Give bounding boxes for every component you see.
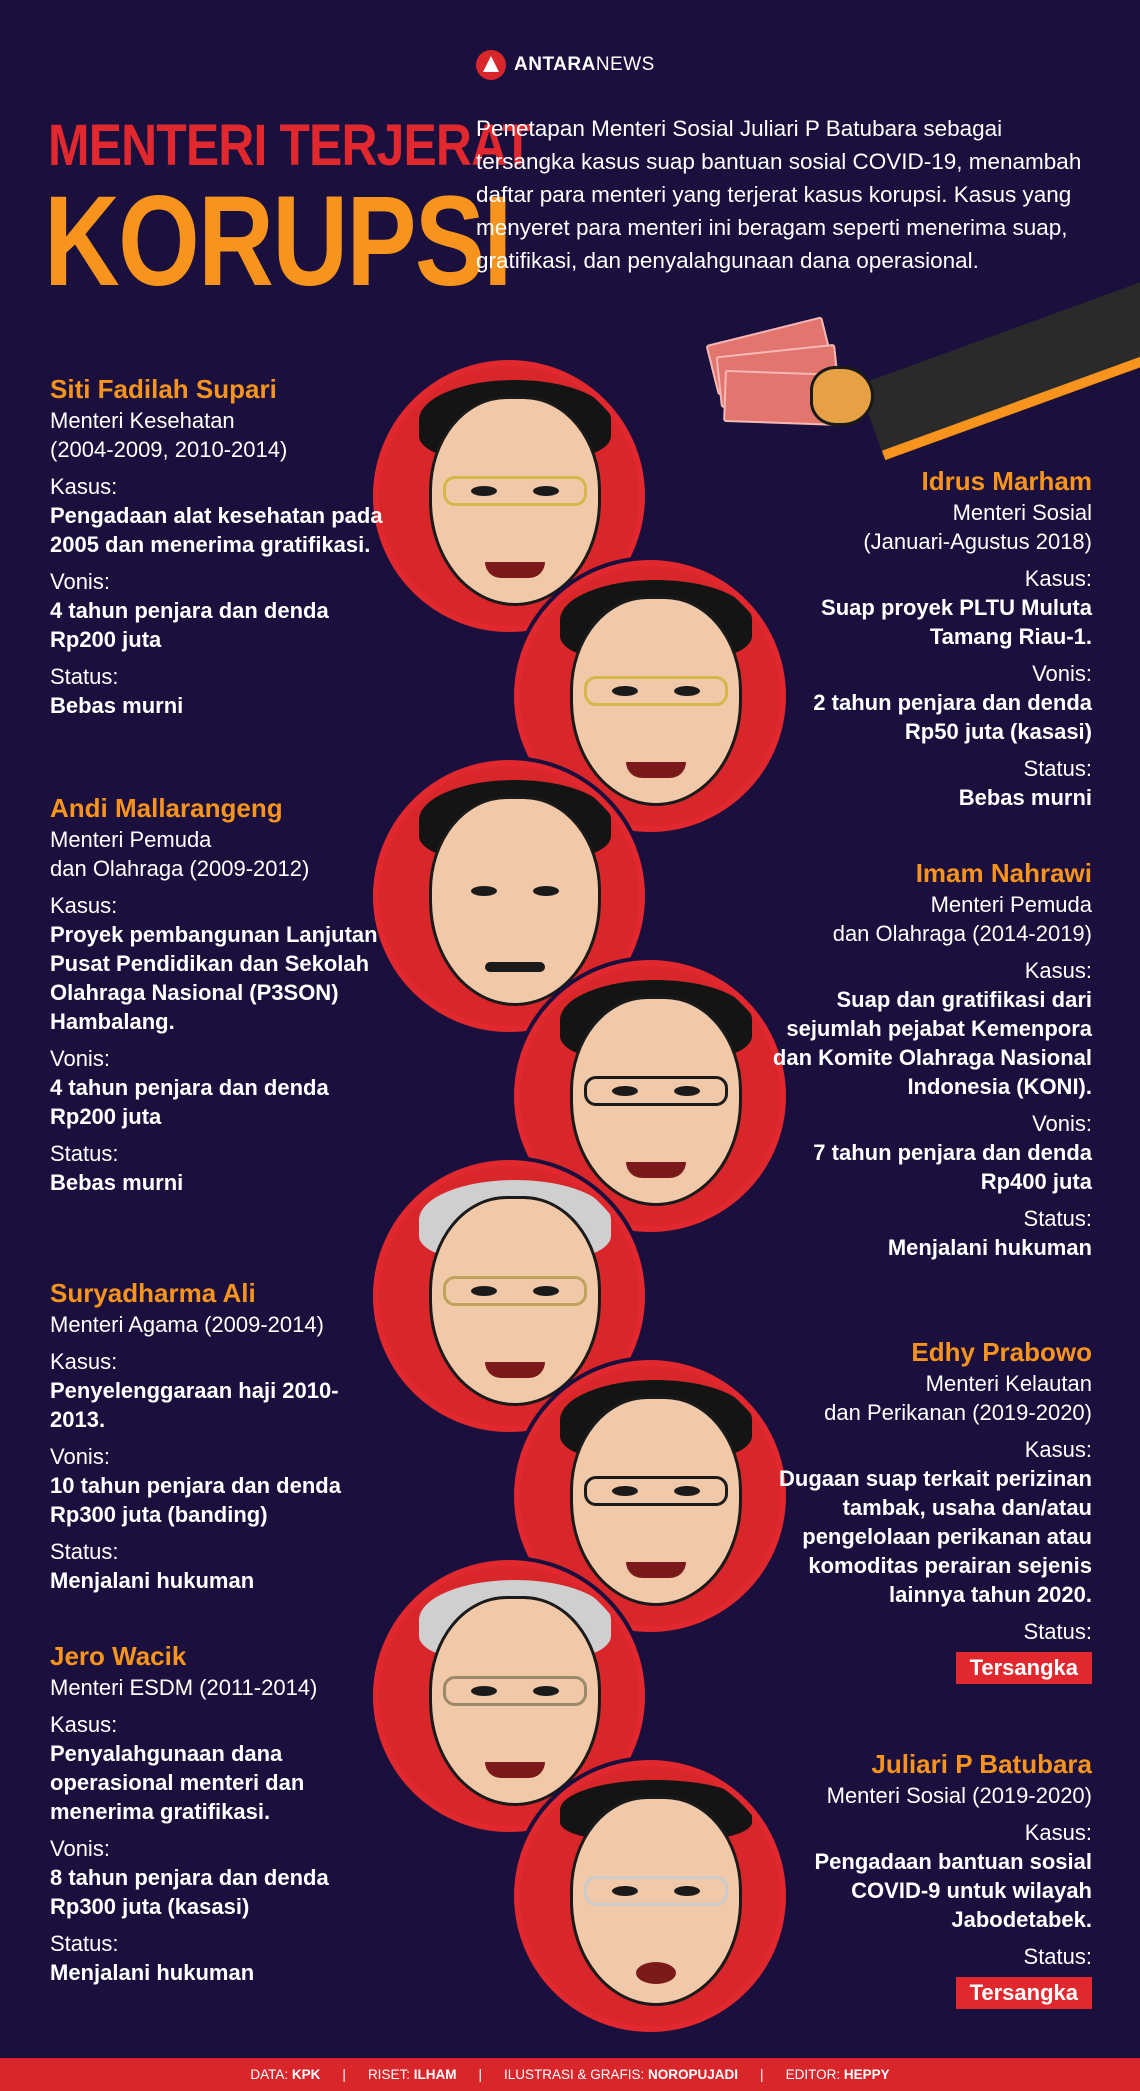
minister-name: Siti Fadilah Supari xyxy=(50,374,277,404)
vonis-label: Vonis: xyxy=(50,1444,110,1469)
kasus-value: Proyek pembangunan Lanjutan Pusat Pendidikan dan Sekolah Olahraga Nasional (P3SON) Hambalang. xyxy=(50,922,378,1034)
kasus-value: Suap proyek PLTU Muluta Tamang Riau-1. xyxy=(821,595,1092,649)
vonis-label: Vonis: xyxy=(50,569,110,594)
minister-role: Menteri Kelautan dan Perikanan (2019-2020) xyxy=(824,1371,1092,1425)
title-line2: KORUPSI xyxy=(44,170,511,313)
kasus-label: Kasus: xyxy=(1024,1820,1092,1845)
minister-name: Jero Wacik xyxy=(50,1641,187,1671)
minister-card-siti-fadilah-supari xyxy=(50,372,390,720)
credit-ilustrasi: ILUSTRASI & GRAFIS: NOROPUJADI xyxy=(503,2067,739,2082)
status-label: Status: xyxy=(50,1539,119,1564)
arm-illustration xyxy=(858,272,1140,451)
vonis-label: Vonis: xyxy=(50,1836,110,1861)
status-label: Status: xyxy=(50,1931,119,1956)
minister-name: Idrus Marham xyxy=(921,466,1092,496)
kasus-label: Kasus: xyxy=(50,474,118,499)
status-label: Status: xyxy=(50,664,119,689)
intro-text: Penetapan Menteri Sosial Juliari P Batubara sebagai tersangka kasus suap bantuan sosial COVID-19, menambah daftar para menteri yang terjerat kasus korupsi. Kasus yang menyeret para menteri ini beragam seperti menerima suap, gratifikasi, dan penyalahgunaan dana operasional. xyxy=(476,116,1082,273)
status-label: Status: xyxy=(50,1141,119,1166)
status-value: Bebas murni xyxy=(50,1170,184,1195)
kasus-label: Kasus: xyxy=(50,893,118,918)
status-value: Menjalani hukuman xyxy=(887,1235,1092,1260)
status-value: Menjalani hukuman xyxy=(50,1960,255,1985)
minister-name: Suryadharma Ali xyxy=(50,1278,256,1308)
minister-role: Menteri Sosial (2019-2020) xyxy=(826,1783,1092,1808)
title-line1: MENTERI TERJERAT xyxy=(48,113,533,178)
minister-card-suryadharma-ali xyxy=(50,1276,390,1595)
credits-bar xyxy=(0,2058,1140,2091)
status-value: Menjalani hukuman xyxy=(50,1568,255,1593)
minister-name: Andi Mallarangeng xyxy=(50,793,283,823)
vonis-value: 4 tahun penjara dan denda Rp200 juta xyxy=(50,598,329,652)
minister-card-idrus-marham xyxy=(762,464,1092,812)
kasus-value: Dugaan suap terkait perizinan tambak, usaha dan/atau pengelolaan perikanan atau komoditas perairan sejenis lainnya tahun 2020. xyxy=(779,1466,1092,1607)
vonis-label: Vonis: xyxy=(1032,661,1092,686)
separator: | xyxy=(760,2067,764,2082)
vonis-value: 2 tahun penjara dan denda Rp50 juta (kasasi) xyxy=(813,690,1092,744)
kasus-label: Kasus: xyxy=(1024,958,1092,983)
kasus-value: Penyalahgunaan dana operasional menteri dan menerima gratifikasi. xyxy=(50,1741,305,1824)
kasus-value: Pengadaan bantuan sosial COVID-9 untuk wilayah Jabodetabek. xyxy=(814,1849,1092,1932)
status-value: Bebas murni xyxy=(958,785,1092,810)
credit-editor: EDITOR: HEPPY xyxy=(785,2067,890,2082)
vonis-value: 8 tahun penjara dan denda Rp300 juta (kasasi) xyxy=(50,1865,329,1919)
minister-name: Juliari P Batubara xyxy=(871,1749,1092,1779)
kasus-label: Kasus: xyxy=(1024,1437,1092,1462)
status-label: Status: xyxy=(1023,1206,1092,1231)
minister-name: Edhy Prabowo xyxy=(911,1337,1092,1367)
portrait-juliari-batubara xyxy=(514,1760,786,2032)
hand-icon xyxy=(810,366,874,426)
kasus-label: Kasus: xyxy=(1024,566,1092,591)
minister-role: Menteri Agama (2009-2014) xyxy=(50,1312,324,1337)
credit-data: DATA: KPK xyxy=(250,2067,321,2082)
money-illustration xyxy=(710,330,860,440)
brand-light: NEWS xyxy=(595,54,655,75)
minister-card-juliari-batubara xyxy=(762,1747,1092,2009)
antara-news-logo xyxy=(476,48,655,82)
minister-card-imam-nahrawi xyxy=(762,856,1092,1262)
vonis-label: Vonis: xyxy=(50,1046,110,1071)
status-value: Bebas murni xyxy=(50,693,184,718)
status-label: Status: xyxy=(1023,756,1092,781)
separator: | xyxy=(478,2067,482,2082)
kasus-value: Pengadaan alat kesehatan pada 2005 dan menerima gratifikasi. xyxy=(50,503,383,557)
status-badge: Tersangka xyxy=(956,1652,1092,1684)
brand-bold: ANTARA xyxy=(514,54,596,75)
kasus-value: Penyelenggaraan haji 2010-2013. xyxy=(50,1378,339,1432)
vonis-value: 10 tahun penjara dan denda Rp300 juta (banding) xyxy=(50,1473,341,1527)
credit-riset: RISET: ILHAM xyxy=(367,2067,457,2082)
vonis-label: Vonis: xyxy=(1032,1111,1092,1136)
kasus-value: Suap dan gratifikasi dari sejumlah pejabat Kemenpora dan Komite Olahraga Nasional Indonesia (KONI). xyxy=(772,987,1092,1099)
minister-card-jero-wacik xyxy=(50,1639,390,1987)
minister-card-edhy-prabowo xyxy=(762,1335,1092,1684)
vonis-value: 4 tahun penjara dan denda Rp200 juta xyxy=(50,1075,329,1129)
status-label: Status: xyxy=(1023,1619,1092,1644)
status-label: Status: xyxy=(1023,1944,1092,1969)
status-badge: Tersangka xyxy=(956,1977,1092,2009)
minister-role: Menteri Kesehatan (2004-2009, 2010-2014) xyxy=(50,408,288,462)
kasus-label: Kasus: xyxy=(50,1712,118,1737)
vonis-value: 7 tahun penjara dan denda Rp400 juta xyxy=(813,1140,1092,1194)
minister-role: Menteri Sosial (Januari-Agustus 2018) xyxy=(863,500,1092,554)
separator: | xyxy=(342,2067,346,2082)
minister-role: Menteri ESDM (2011-2014) xyxy=(50,1675,318,1700)
minister-card-andi-mallarangeng xyxy=(50,791,390,1197)
minister-role: Menteri Pemuda dan Olahraga (2014-2019) xyxy=(832,892,1092,946)
minister-name: Imam Nahrawi xyxy=(915,858,1092,888)
antara-logo-icon xyxy=(476,50,506,80)
kasus-label: Kasus: xyxy=(50,1349,118,1374)
minister-role: Menteri Pemuda dan Olahraga (2009-2012) xyxy=(50,827,310,881)
